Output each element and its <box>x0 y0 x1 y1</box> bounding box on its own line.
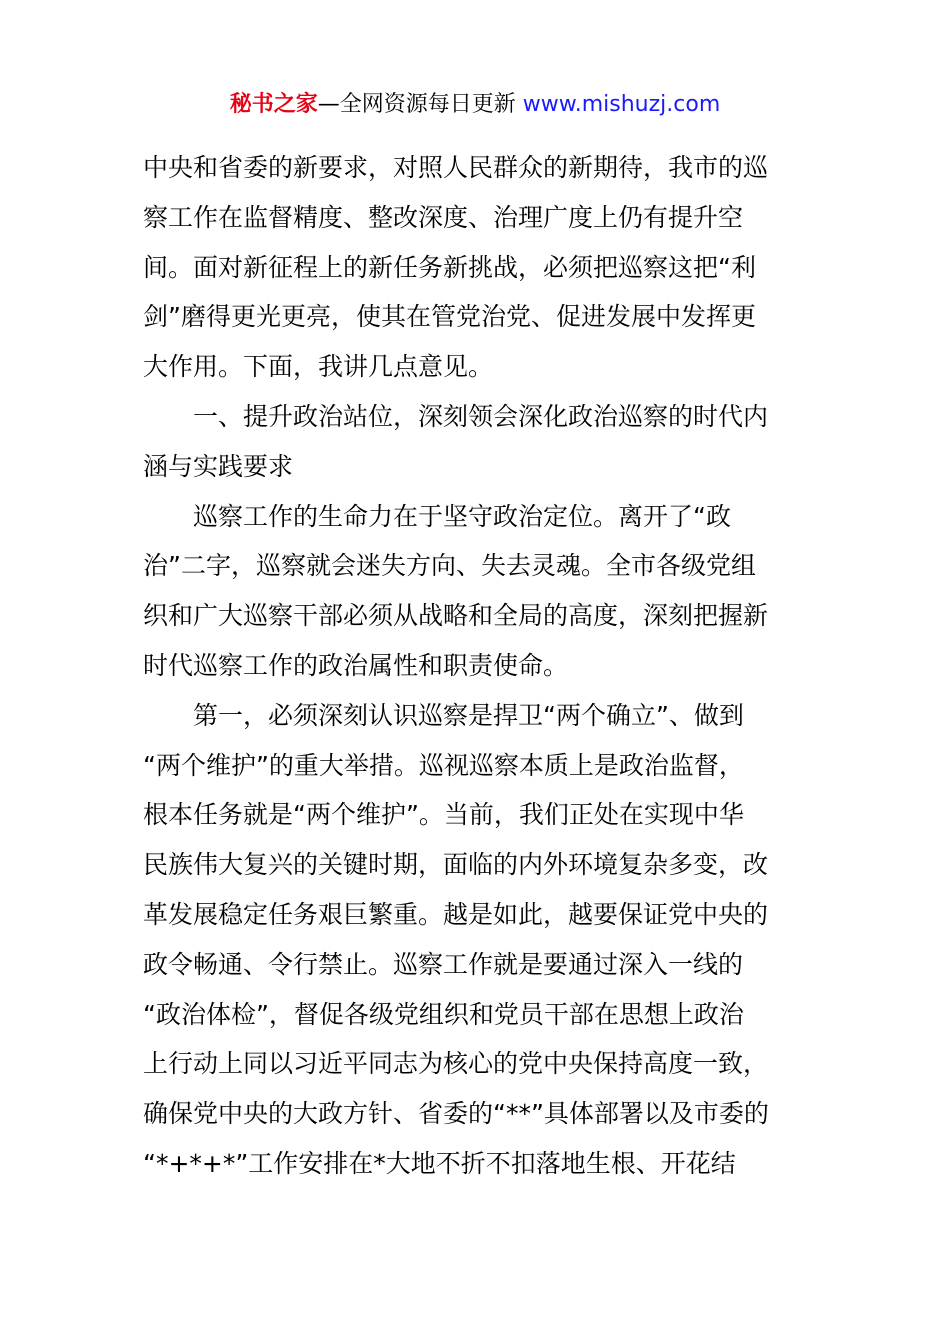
document-body <box>143 143 809 1189</box>
page-header <box>0 88 950 122</box>
section-heading-line: 涵与实践要求 <box>143 451 294 481</box>
text-line: 革发展稳定任务艰巨繁重。越是如此，越要保证党中央的 <box>143 899 769 929</box>
text-line: “*+*+*”工作安排在*大地不折不扣落地生根、开花结 <box>143 1148 736 1178</box>
site-brand: 秘书之家 <box>229 92 318 117</box>
text-line: 确保党中央的大政方针、省委的“**”具体部署以及市委的 <box>143 1099 769 1129</box>
text-line: 间。面对新征程上的新任务新挑战，必须把巡察这把“利 <box>143 252 756 282</box>
text-line: 政令畅通、令行禁止。巡察工作就是要通过深入一线的 <box>143 949 744 979</box>
site-tagline: —全网资源每日更新 <box>317 92 523 117</box>
text-line: 治”二字，巡察就会迷失方向、失去灵魂。全市各级党组 <box>143 551 756 581</box>
text-line: 民族伟大复兴的关键时期，面临的内外环境复杂多变，改 <box>143 850 769 880</box>
text-line: 大作用。下面，我讲几点意见。 <box>143 352 494 382</box>
text-line: 根本任务就是“两个维护”。当前，我们正处在实现中华 <box>143 800 744 830</box>
site-url[interactable]: www.mishuzj.com <box>522 92 721 117</box>
text-line: 剑”磨得更光更亮，使其在管党治党、促进发展中发挥更 <box>143 302 756 332</box>
text-line: 察工作在监督精度、整改深度、治理广度上仍有提升空 <box>143 202 744 232</box>
text-line: “两个维护”的重大举措。巡视巡察本质上是政治监督， <box>143 750 744 780</box>
text-line: “政治体检”，督促各级党组织和党员干部在思想上政治 <box>143 999 744 1029</box>
text-line: 织和广大巡察干部必须从战略和全局的高度，深刻把握新 <box>143 601 769 631</box>
text-line: 巡察工作的生命力在于坚守政治定位。离开了“政 <box>193 501 731 531</box>
text-line: 上行动上同以习近平同志为核心的党中央保持高度一致， <box>143 1049 769 1079</box>
text-line: 中央和省委的新要求，对照人民群众的新期待，我市的巡 <box>143 153 769 182</box>
section-heading-line: 一、提升政治站位，深刻领会深化政治巡察的时代内 <box>193 401 769 431</box>
text-line: 时代巡察工作的政治属性和职责使命。 <box>143 650 569 680</box>
text-line: 第一，必须深刻认识巡察是捍卫“两个确立”、做到 <box>193 700 744 730</box>
